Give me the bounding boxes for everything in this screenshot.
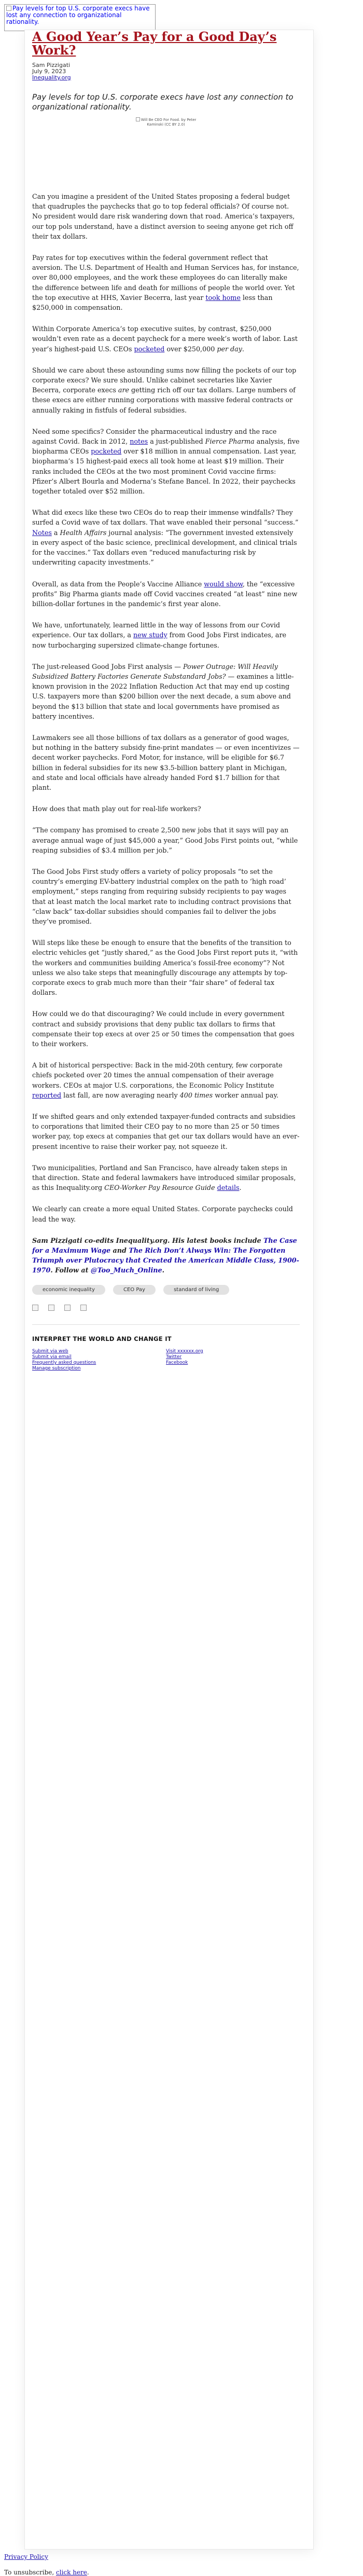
inline-link[interactable]: pocketed [91,447,122,456]
paragraph-text: getting rich off our tax dollars. Large numbers of these execs are either running corporations with massive federal contracts or annually raking in fistfuls of federal subsidies. [32,386,296,414]
author-bio [32,1236,300,1275]
unsubscribe-prefix: To unsubscribe, [4,2569,57,2576]
article-paragraph [32,804,300,814]
emphasis-text: are [118,386,130,394]
book-link-rich-dont-always-win[interactable]: The Rich Don’t Always Win: The Forgotten Triumph over Plutocracy that Created the American Middle Class, 1900-1970 [32,1246,299,1274]
header-image-broken [4,4,156,31]
paragraph-text: Two municipalities, Portland and San Francisco, have already taken steps in that direction. State and federal lawmakers have introduced similar proposals, as this Inequality.org [32,1163,296,1192]
publish-date: July 9, 2023 [32,68,66,75]
paragraph-text: , the “excessive profits” Big Pharma giants made off Covid vaccines created “at least” nine new billion-dollar fortunes in the pandemic’s first year alone. [32,580,298,608]
book-link-maximum-wage[interactable]: The Case for a Maximum Wage [32,1236,297,1254]
paragraph-text: “The company has promised to create 2,500 new jobs that it says will pay an average annual wage of just $45,000 a year,” Good Jobs First points out, “while reaping subsidies of $3.4 million per job.” [32,826,298,854]
share-print-icon[interactable] [80,1305,87,1311]
paragraph-text: How does that math play out for real-life workers? [32,805,201,813]
paragraph-text: last fall, are now averaging nearly [61,1091,180,1099]
article-paragraph [32,867,300,926]
paragraph-text: A bit of historical perspective: Back in the mid-20th century, few corporate chiefs pocketed over 20 times the annual compensation of their average workers. CEOs at major U.S. corporations, the Economic Policy Institute [32,1061,283,1089]
emphasis-text: Health Affairs [60,528,107,537]
paragraph-text: a just-published [148,437,205,446]
article-paragraph [32,324,300,354]
paragraph-text: The Good Jobs First study offers a variety of policy proposals “to set the country’s emerging EV-battery industrial complex on the path to ‘high road’ employment,” steps ranging from requiring subsidy recipients to pay wages that at least match the local market rate to including contract provisions that “claw back” tax-dollar subsidies should companies fail to deliver the jobs they’ve promised. [32,867,291,925]
manage-subscription-link[interactable]: Manage subscription [32,1365,81,1371]
paragraph-text: Overall, as data from the People’s Vaccine Alliance [32,580,204,588]
emphasis-text: CEO-Worker Pay Resource Guide [104,1184,215,1192]
tag-list [32,1283,300,1299]
article-title[interactable]: A Good Year’s Pay for a Good Day’s Work? [32,29,277,58]
article-paragraph [32,662,300,721]
inline-link[interactable]: took home [205,293,241,302]
twitter-link[interactable]: Twitter [166,1354,182,1360]
paragraph-text: Pay rates for top executives within the federal government reflect that aversion. The U.S. Department of Health and Human Services has, for instance, over 80,000 employees, and the work these employees do can literally make the difference between life and death for millions of people the world over. Yet the top executive at HHS, Xavier Becerra, last year [32,254,299,302]
broken-image-icon [136,117,140,121]
footer-left-links [32,1349,166,1372]
unsubscribe-row [4,2569,89,2576]
paragraph-text: less than $250,000 in compensation. [32,293,273,312]
byline [32,62,300,81]
unsubscribe-link[interactable]: click here [56,2569,87,2576]
paragraph-text: We have, unfortunately, learned little in the way of lessons from our Covid experience. Our tax dollars, a [32,621,280,639]
paragraph-text: Need some specifics? Consider the pharmaceutical industry and the race against Covid. Back in 2012, [32,427,277,446]
paragraph-text: Will steps like these be enough to ensure that the benefits of the transition to electric vehicles get “justly shared,” as the Good Jobs First report puts it, “with the workers and communities building America’s fossil-free economy”? Not unless we also take steps that meaningfully discourage any attempts by top-corporate execs to grab much more than their “fair share” of federal tax dollars. [32,939,298,997]
bio-end: . [162,1266,165,1274]
inline-link[interactable]: new study [133,631,167,639]
share-facebook-icon[interactable] [48,1305,54,1311]
article-summary: Pay levels for top U.S. corporate execs have lost any connection to organizational rationality. [32,92,294,112]
tag-standard-of-living[interactable]: standard of living [163,1285,229,1295]
article-body [32,191,300,1224]
hero-image-caption: Will Be CEO For Food. by Peter Kaminski (CC BY 2.0) [141,118,197,127]
article-paragraph [32,191,300,241]
paragraph-text: Should we care about these astounding sums now filling the pockets of our top corporate execs? We sure should. Unlike cabinet secretaries like Xavier Becerra, corporate execs [32,366,297,394]
article-paragraph [32,427,300,496]
paragraph-text: analysis, five biopharma CEOs [32,437,300,456]
submit-web-link[interactable]: Submit via web [32,1348,68,1354]
inline-link[interactable]: notes [130,437,148,446]
facebook-link[interactable]: Facebook [166,1360,188,1365]
author-name: Sam Pizzigati [32,62,71,68]
site-link[interactable]: Inequality.org [32,74,71,81]
paragraph-text: Can you imagine a president of the United States proposing a federal budget that quadruples the paychecks that go to top federal officials? Of course not. No president would dare risk wandering down that road. America’s taxpayers, our top pols understand, have a distinct aversion to seeing anyone get rich off their tax dollars. [32,193,295,240]
footer-heading: INTERPRET THE WORLD AND CHANGE IT [32,1335,172,1342]
faq-link[interactable]: Frequently asked questions [32,1360,96,1365]
emphasis-text: Fierce Pharma [205,437,255,446]
paragraph-text: over $250,000 [164,345,217,353]
inline-link[interactable]: Notes [32,528,52,537]
paragraph-text: . [242,345,244,353]
emphasis-text: 400 times [179,1091,213,1099]
article-paragraph [32,1112,300,1152]
footer-right-links [166,1349,300,1372]
unsubscribe-suffix: . [87,2569,89,2576]
paragraph-text: If we shifted gears and only extended taxpayer-funded contracts and subsidies to corporations that limited their CEO pay to no more than 25 or 50 times worker pay, top execs at companies that get our tax dollars would have an ever-present incentive to raise their worker pay, not squeeze it. [32,1113,300,1150]
paragraph-text: How could we do that discouraging? We could include in every government contract and subsidy provisions that deny public tax dollars to firms that compensate their top execs at over 25 or 50 times the compensation that goes to their workers. [32,1010,295,1048]
inline-link[interactable]: pocketed [134,345,165,353]
article-paragraph [32,1204,300,1224]
paragraph-text: a [51,528,60,537]
paragraph-text: . [239,1184,242,1192]
paragraph-text: worker annual pay. [213,1091,278,1099]
article-paragraph [32,1009,300,1049]
article-card [25,30,313,2549]
paragraph-text: Within Corporate America’s top executive suites, by contrast, $250,000 wouldn’t even rate as a decent paycheck for a mere week’s worth of labor. Last year’s highest-paid U.S. CEOs [32,325,298,353]
inline-link[interactable]: details [217,1184,240,1192]
share-twitter-icon[interactable] [32,1305,38,1311]
article-paragraph [32,579,300,609]
emphasis-text: Power Outrage: Will Heavily Subsidized Battery Factories Generate Substandard Jobs? [32,662,278,680]
paragraph-text: What did execs like these two CEOs do to reap their immense windfalls? They surfed a Covid wave of tax dollars. That wave enabled their personal “success.” [32,509,299,527]
article-paragraph [32,825,300,855]
article-paragraph [32,938,300,997]
twitter-handle-link[interactable]: @Too_Much_Online [90,1266,162,1274]
article-paragraph [32,253,300,312]
article-paragraph [32,620,300,650]
article-paragraph [32,508,300,567]
privacy-row [4,2553,212,2560]
footer [32,1324,300,1372]
paragraph-text: We clearly can create a more equal United States. Corporate paychecks could lead the way. [32,1205,293,1223]
share-icons [32,1303,300,1313]
visit-site-link[interactable]: Visit xxxxxx.org [166,1348,203,1354]
privacy-policy-link[interactable]: Privacy Policy [4,2553,48,2560]
submit-email-link[interactable]: Submit via email [32,1354,72,1360]
paragraph-text: — examines a little-known provision in the 2022 Inflation Reduction Act that may end up costing U.S. taxpayers more than $200 billion over the next decade, a sum above and beyond the $13 billion that state and local governments have promised as battery incentives. [32,672,294,720]
hero-image-broken [135,117,197,127]
paragraph-text: from Good Jobs First indicates, are now turbocharging supersized climate-change fortunes. [32,631,287,649]
emphasis-text: per day [217,345,242,353]
inline-link[interactable]: reported [32,1091,62,1099]
paragraph-text: journal analysis: “The government invested extensively in every aspect of the basic science, preclinical development, and clinical trials for the vaccines.” Tax dollars even “reduced manufacturing risk by underwriting capacity investments.” [32,528,297,567]
bio-mid: and [110,1246,129,1254]
tag-ceo-pay[interactable]: CEO Pay [113,1285,156,1295]
article-paragraph [32,1060,300,1100]
header-image-alt: Pay levels for top U.S. corporate execs have lost any connection to organizational rationality. [6,5,150,25]
broken-image-icon [6,6,11,11]
paragraph-text: Lawmakers see all those billions of tax dollars as a generator of good wages, but nothing in the battery subsidy fine-print mandates — or even incentivizes — decent worker paychecks. Ford Motor, for instance, will be eligible for $6.7 billion in federal subsidies for its new $3.5-billion battery plant in Michigan, and state and local officials have already handed Ford $1.7 billion for that plant. [32,733,300,791]
bio-tail: . Follow at [50,1266,91,1274]
article-paragraph [32,365,300,415]
tag-economic-inequality[interactable]: economic inequality [32,1285,105,1295]
paragraph-text: The just-released Good Jobs First analysis — [32,662,183,670]
article-paragraph [32,733,300,792]
share-email-icon[interactable] [64,1305,71,1311]
article-paragraph [32,1163,300,1193]
paragraph-text: over $18 million in annual compensation. Last year, biopharma’s 15 highest-paid execs all took home at least $19 million. Their ranks included the CEOs at the two most prominent Covid vaccine firms: Pfizer’s Albert Bourla and Moderna’s Stefane Bancel. In 2022, their paychecks together totaled over $52 million. [32,447,297,496]
inline-link[interactable]: would show [204,580,243,588]
bio-lead: Sam Pizzigati co-edits Inequality.org. His latest books include [32,1236,263,1244]
